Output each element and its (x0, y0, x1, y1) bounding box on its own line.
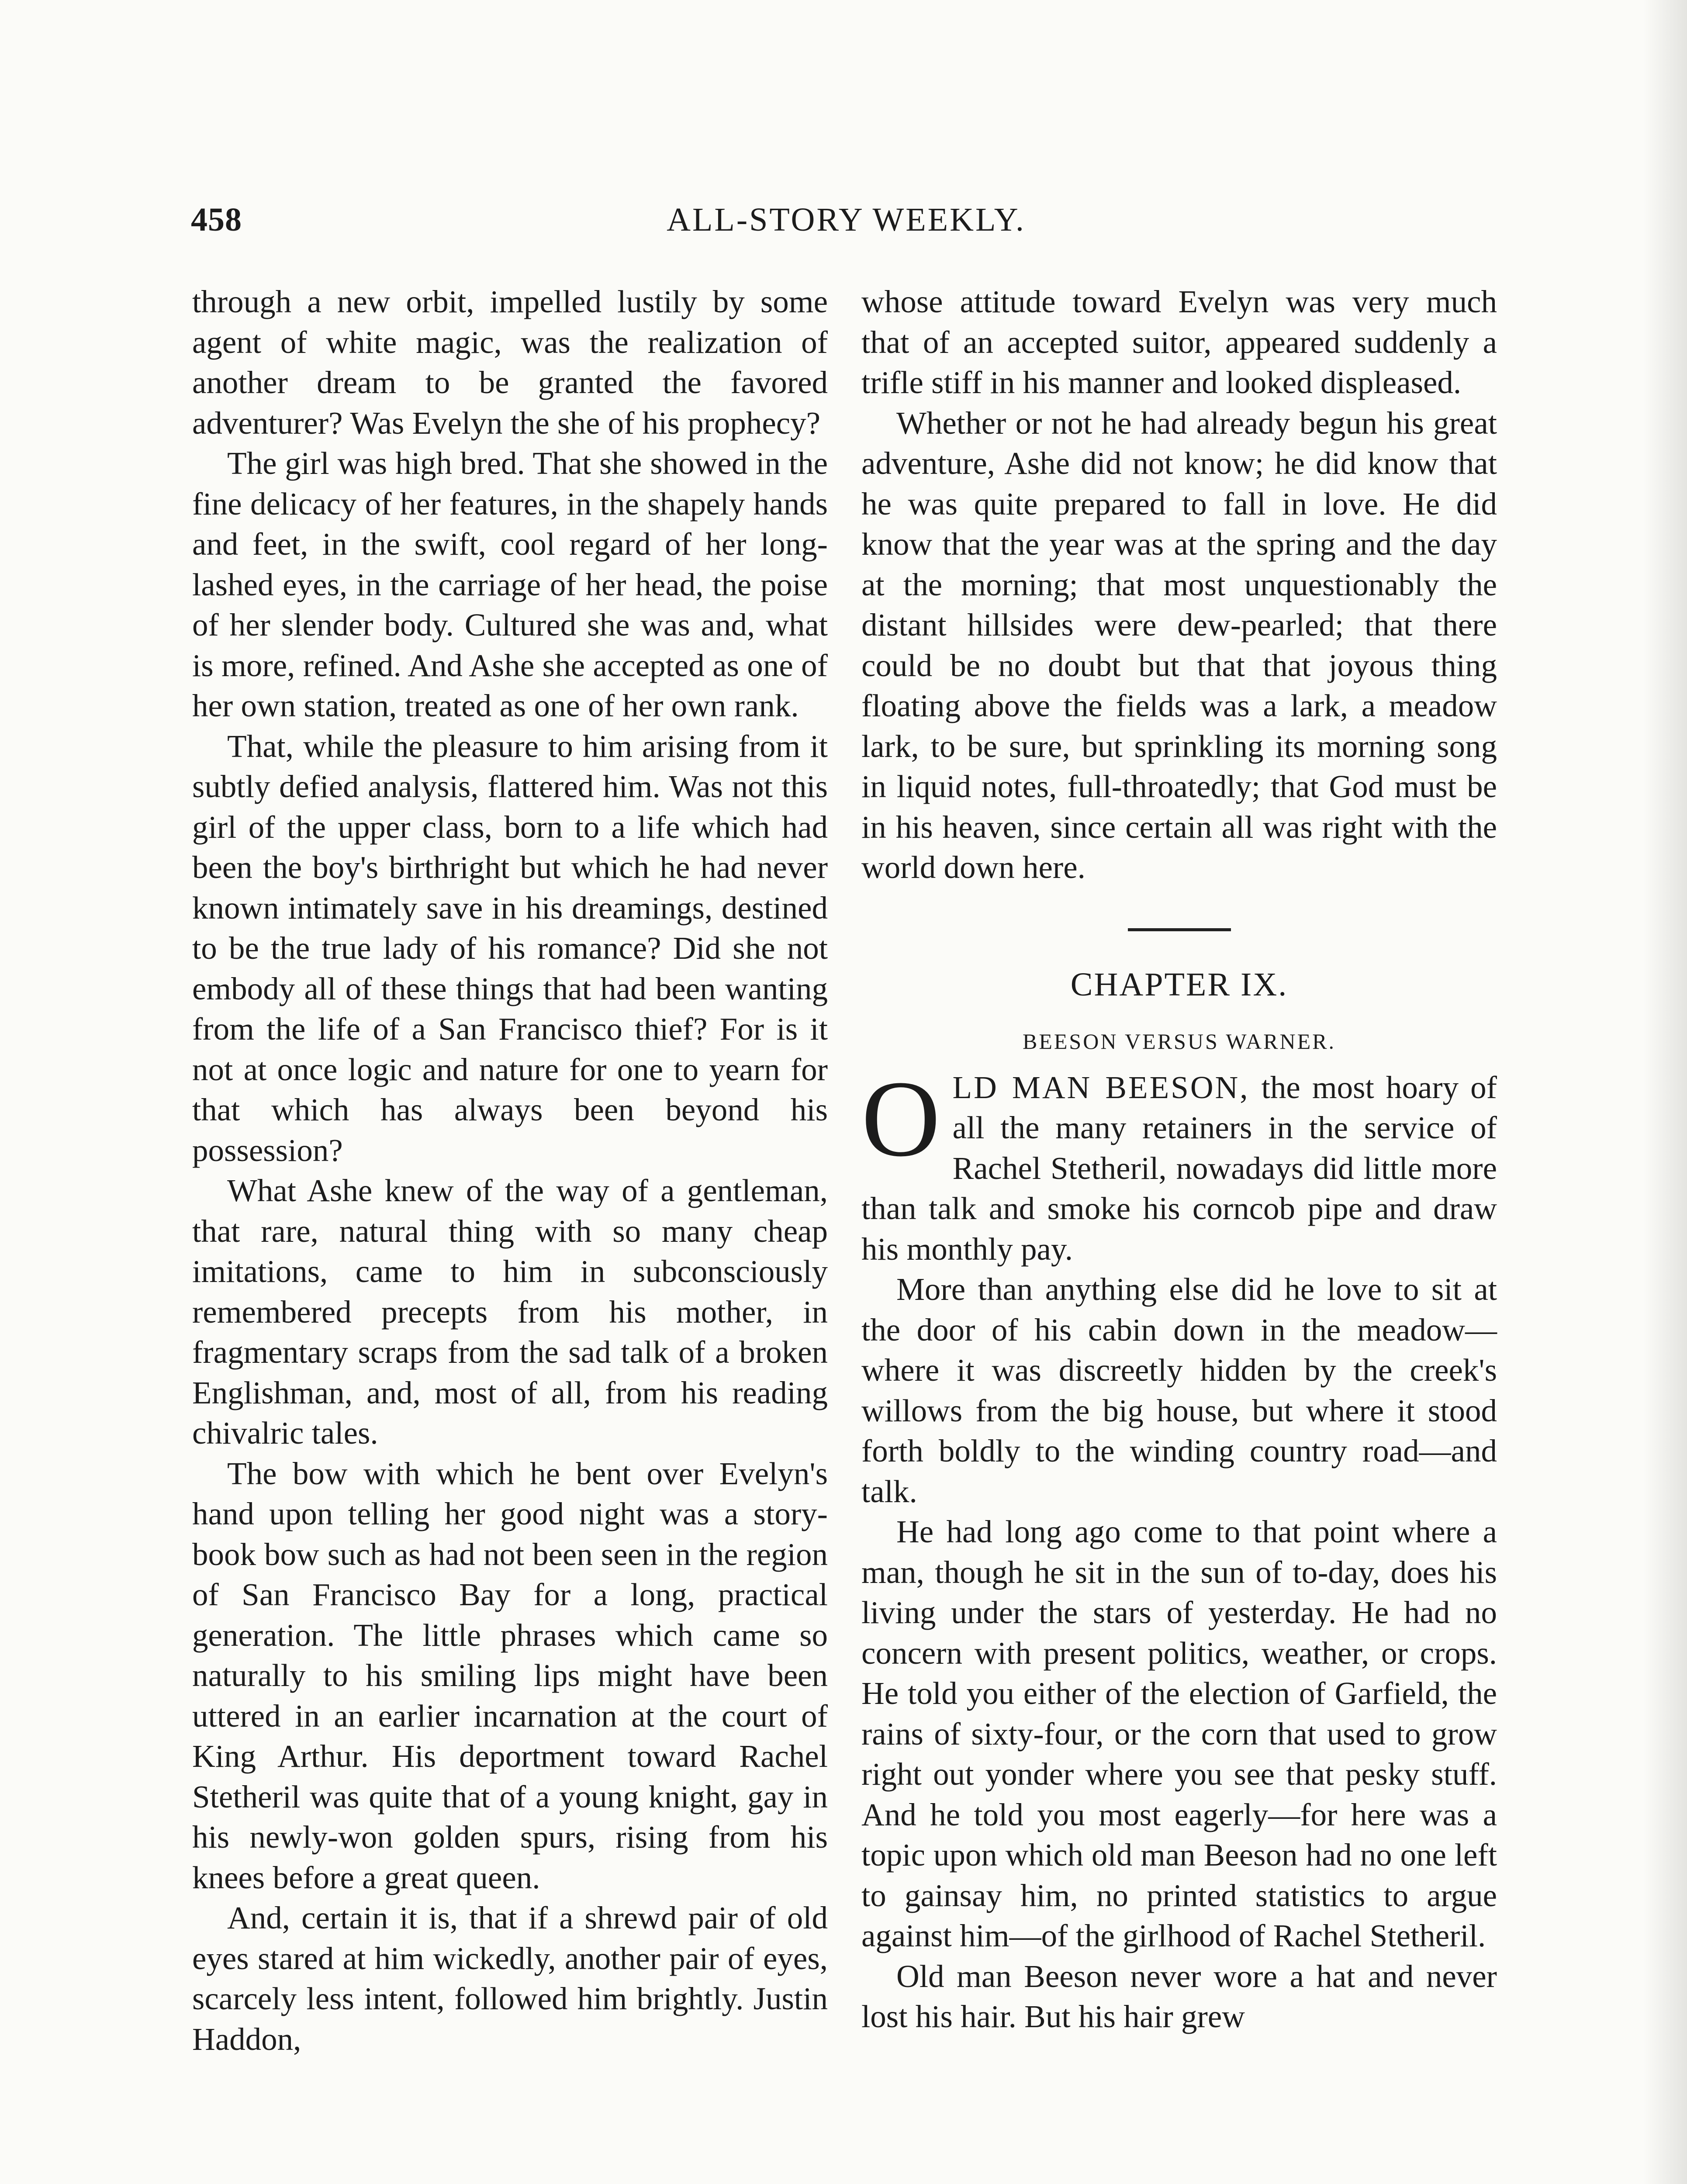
paragraph: He had long ago come to that point where a man, though he sit in the sun of to-day, does his living under the stars of yesterday. He had no concern with present politics, weather, or crops. He told you either of the election of Garfield, the rains of sixty-four, or the corn that used to grow right out yonder where you see that pesky stuff. And he told you most eagerly—for here was a topic upon which old man Beeson had no one left to gainsay him, no printed statistics to argue against him—of the girlhood of Rachel Stetheril. (861, 1514, 1497, 1953)
paragraph: through a new orbit, impelled lustily by some agent of white magic, was the realization of another dream to be granted the favored adventurer? Was Evelyn the she of his prophecy? (192, 284, 828, 441)
opening-paragraph-text: the most hoary of all the many retainers in the service of Rachel Stetheril, nowadays did little more than talk and smoke his corncob pipe and draw his monthly pay. (861, 1069, 1497, 1267)
chapter-opening-paragraph (861, 1058, 1497, 1270)
paragraph: The girl was high bred. That she showed in the fine delicacy of her features, in the shapely hands and feet, in the swift, cool regard of her long-lashed eyes, in the carriage of her head, the poise of her slender body. Cultured she was and, what is more, refined. And Ashe she accepted as one of her own station, treated as one of her own rank. (192, 446, 828, 723)
drop-cap: O (861, 1058, 940, 1179)
chapter-heading: CHAPTER IX. (1070, 966, 1288, 1003)
paragraph: And, certain it is, that if a shrewd pair of old eyes stared at him wickedly, another pair of eyes, scarcely less intent, followed him brightly. Justin Haddon, (192, 1900, 828, 2057)
paragraph: The bow with which he bent over Evelyn's hand upon telling her good night was a story-book bow such as had not been seen in the region of San Francisco Bay for a long, practical generation. The little phrases which came so naturally to his smiling lips might have been uttered in an earlier incarnation at the court of King Arthur. His deportment toward Rachel Stetheril was quite that of a young knight, gay in his newly-won golden spurs, rising from his knees before a great queen. (192, 1455, 828, 1895)
paragraph: whose attitude toward Evelyn was very much that of an accepted suitor, appeared suddenly a trifle stiff in his manner and looked displeased. (861, 284, 1497, 400)
paragraph: What Ashe knew of the way of a gentleman, that rare, natural thing with so many cheap imitations, came to him in subconsciously remembered precepts from his mother, in fragmentary scraps from the sad talk of a broken Englishman, and, most of all, from his reading chivalric tales. (192, 1173, 828, 1451)
paragraph: Whether or not he had already begun his great adventure, Ashe did not know; he did know that he was quite prepared to fall in love. He did know that the year was at the spring and the day at the morning; that most unquestionably the distant hillsides were dew-pearled; that there could be no doubt but that that joyous thing floating above the fields was a lark, a meadow lark, to be sure, but sprinkling its morning song in liquid notes, full-throatedly; that God must be in his heaven, since certain all was right with the world down here. (861, 405, 1497, 885)
chapter-subtitle: BEESON VERSUS WARNER. (1023, 1029, 1336, 1054)
section-divider (1128, 928, 1231, 931)
paragraph: More than anything else did he love to sit at the door of his cabin down in the meadow—where it was discreetly hidden by the creek's willows from the big house, but where it stood forth boldly to the winding country road—and talk. (861, 1272, 1497, 1509)
left-column (192, 282, 828, 2060)
running-title: ALL-STORY WEEKLY. (667, 201, 1026, 238)
paragraph: That, while the pleasure to him arising from it subtly defied analysis, flattered him. Was not this girl of the upper class, born to a life which had been the boy's birthright but which he had never known intimately save in his dreamings, destined to be the true lady of his romance? Did she not embody all of these things that had been wanting from the life of a San Francisco thief? For is it not at once logic and nature for one to yearn for that which has always been beyond his possession? (192, 728, 828, 1168)
page-header (191, 201, 1501, 253)
opening-words: LD MAN BEESON, (952, 1069, 1250, 1105)
paragraph: Old man Beeson never wore a hat and never lost his hair. But his hair grew (861, 1958, 1497, 2034)
page-number: 458 (191, 201, 242, 238)
right-column (861, 282, 1497, 2037)
page-edge-shadow (1643, 0, 1687, 2184)
